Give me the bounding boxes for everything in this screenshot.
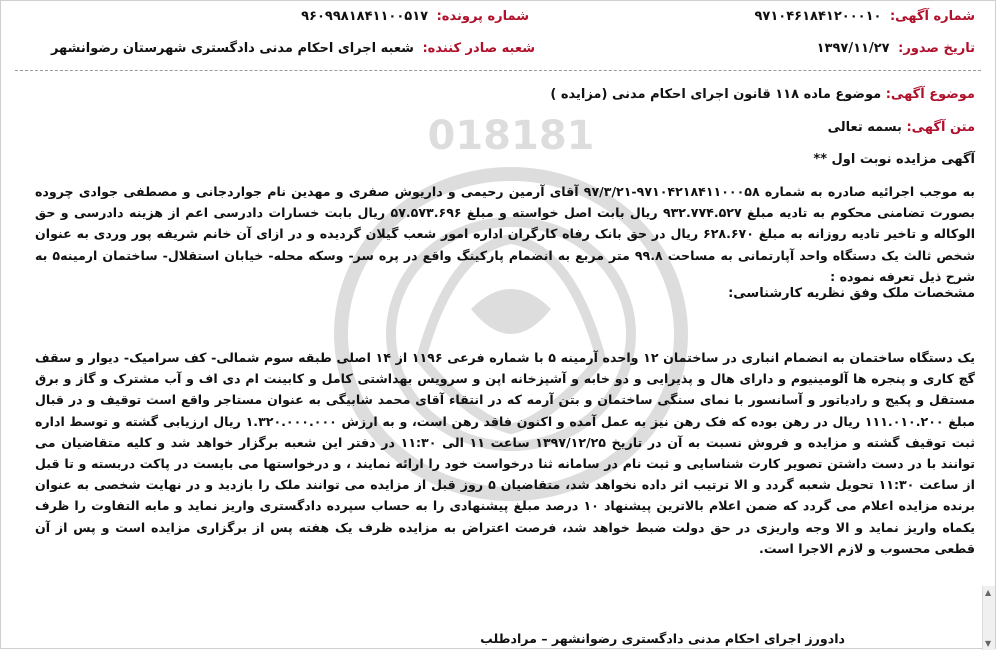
issue-date-label: تاریخ صدور: <box>898 41 975 56</box>
notice-title: آگهی مزایده نوبت اول ** <box>813 152 975 167</box>
ad-text-label: متن آگهی: <box>906 120 975 135</box>
ad-number-row <box>755 9 976 24</box>
subject-label: موضوع آگهی: <box>885 87 975 102</box>
execution-paragraph: به موجب اجرائیه صادره به شماره ۹۷۱۰۴۲۱۸۴۱۱۰۰۰۵۸-۹۷/۳/۲۱ آقای آرمین رحیمی و داریوش صفری و مهدین نام جواردجانی و مصطفی جوادی چروده بصورت تضامنی محکوم به تادیه مبلغ ۹۳۲.۷۷۴.۵۲۷ ریال بابت اصل خواسته و مبلغ ۵۷.۵۷۳.۶۹۶ ریال بابت خسارات دادرسی اعم از هزینه دادرسی و حق الوکاله و تاخیر تادیه روزانه به مبلغ ۶۲۸.۶۷۰ ریال در حق بانک رفاه کارگران اداره امور شعب گیلان گردیده و در ازای آن خانم شریفه پور وردی به عنوان شخص ثالث یک دستگاه واحد آپارتمانی به مساحت ۹۹.۸ متر مربع به انضمام پارکینگ واقع در پره سر- وسکه محله- خیابان استقلال- ساختمان ارمینه۵ به شرح ذیل تعرفه نموده : <box>35 184 976 284</box>
specs-heading: مشخصات ملک وفق نظریه کارشناسی: <box>728 286 975 301</box>
scroll-up-icon[interactable]: ▲ <box>985 588 992 597</box>
issue-date: ۱۳۹۷/۱۱/۲۷ <box>816 41 890 56</box>
issuer: شعبه اجرای احکام مدنی دادگستری شهرستان رضوانشهر <box>50 41 414 56</box>
case-number-label: شماره پرونده: <box>436 9 529 24</box>
case-number: ۹۶۰۹۹۸۱۸۴۱۱۰۰۵۱۷ <box>301 9 429 24</box>
scrollbar[interactable] <box>982 586 995 650</box>
issuer-row <box>51 41 535 56</box>
issue-date-row <box>817 41 975 56</box>
scroll-down-icon[interactable]: ▼ <box>985 639 992 648</box>
subject-value: موضوع ماده ۱۱۸ قانون اجرای احکام مدنی (مزایده ) <box>550 87 882 102</box>
property-paragraph: یک دستگاه ساختمان به انضمام انباری در ساختمان ۱۲ واحده آرمینه ۵ با شماره فرعی ۱۱۹۶ از ۱۴ اصلی طبقه سوم شمالی- کف سرامیک- دیوار و سقف گچ کاری و پنجره ها آلومینیوم و دارای هال و پذیرایی و دو خابه و آشپزخانه اپن و سرویس بهداشتی کامل و کابینت ام دی اف و آب مشترک و گاز و برق مستقل و پکیج و رادیاتور و آسانسور با نمای سنگی ساختمان و بتن آرمه که در انتقاء آقای محمد شابیگی به عنوان مستاجر واقع است توقیف و در قبال مبلغ ۱۱۱.۰۱۰.۲۰۰ ریال در رهن بوده که فک رهن نیز به عمل آمده و اکنون فاقد رهن است، و به ارزش ۱.۳۲۰.۰۰۰.۰۰۰ ریال ارزیابی گشته و توسط اداره ثبت توقیف گشته و مزایده و فروش نسبت به آن در تاریخ ۱۳۹۷/۱۲/۲۵ ساعت ۱۱ الی ۱۱:۳۰ در دفتر این شعبه برگزار خواهد شد و کلیه متقاضیان می توانند با در دست داشتن تصویر کارت شناسایی و ثبت نام در سامانه ثنا درخواست خود را ارائه نمایند ، و درخواستها می بایست در پاکت دربسته و تا قبل از ساعت ۱۱:۳۰ تحویل شعبه گردد و الا ترتیب اثر داده نخواهد شد، متقاضیان ۵ روز قبل از مزایده می توانند ملک را بازدید و در نهایت شخصی به عنوان برنده مزایده اعلام می گردد که ضمن اعلام بالاترین پیشنهاد ۱۰ درصد مبلغ پیشنهادی را به حساب سپرده دادگستری واریز نماید و مابه التفاوت را ظرف یکماه واریز نماید و الا وجه واریزی در حق دولت ضبط خواهد شد، فرصت اعتراض به مزایده ظرف یک هفته پس از برگزاری مزایده است و پس از آن قطعی محسوب و لازم الاجرا است. <box>35 350 976 556</box>
ad-number-label: شماره آگهی: <box>889 9 975 24</box>
subject-row <box>550 87 975 102</box>
ad-number: ۹۷۱۰۴۶۱۸۴۱۲۰۰۰۱۰ <box>754 9 882 24</box>
case-number-row <box>301 9 529 24</box>
issuer-label: شعبه صادر کننده: <box>422 41 535 56</box>
signature-line: دادورز اجرای احکام مدنی دادگستری رضوانشهر – مرادطلب <box>480 631 845 646</box>
header-divider <box>15 70 981 71</box>
ad-text-value: بسمه تعالی <box>827 120 902 135</box>
ad-text-row <box>828 120 975 135</box>
watermark-digits: 018181 <box>427 119 595 159</box>
